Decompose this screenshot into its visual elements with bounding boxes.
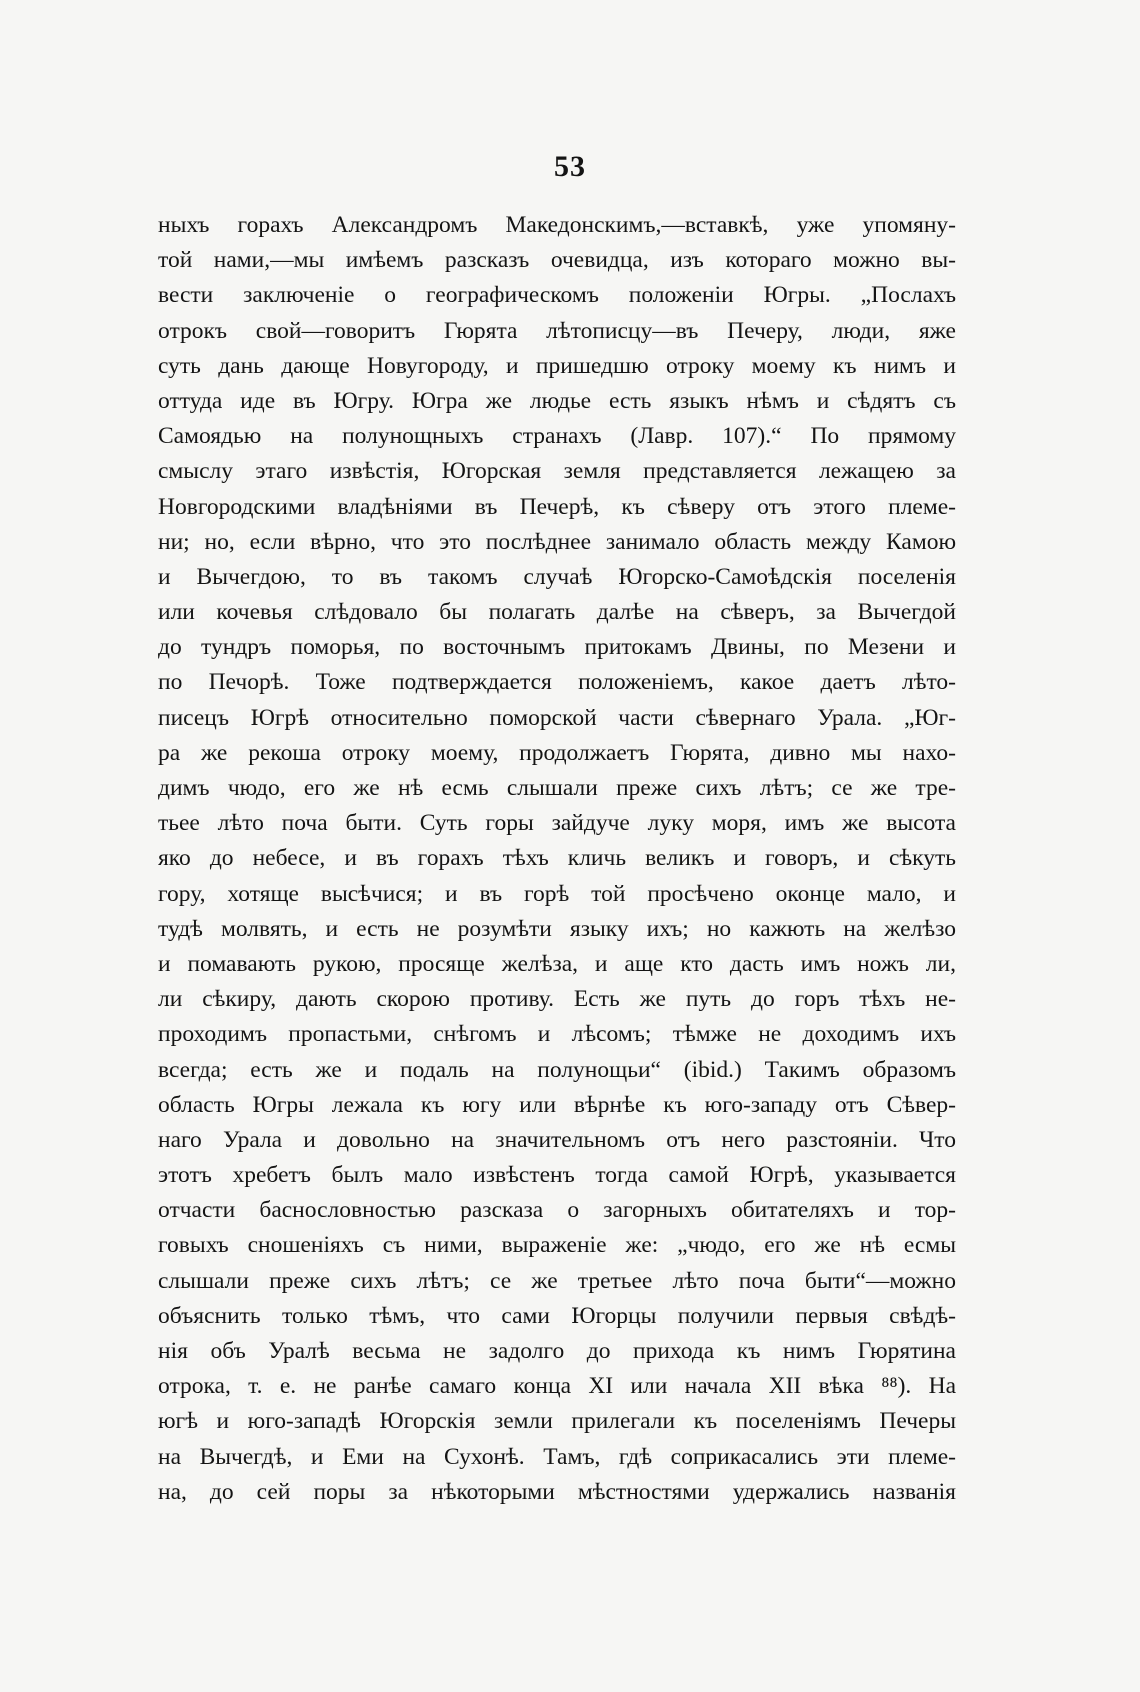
text-line: яко до небесе, и въ горахъ тѣхъ кличь великъ и говоръ, и сѣкуть (158, 845, 956, 872)
text-line: Новгородскими владѣніями въ Печерѣ, къ сѣверу отъ этого племе- (158, 493, 956, 520)
text-line: или кочевья слѣдовало бы полагать далѣе на сѣверъ, за Вычегдой (158, 599, 956, 626)
text-line: область Югры лежала къ югу или вѣрнѣе къ юго-западу отъ Сѣвер- (158, 1091, 956, 1118)
text-line: нія объ Уралѣ весьма не задолго до прихода къ нимъ Гюрятина (158, 1338, 956, 1364)
text-line: ра же рекоша отроку моему, продолжаетъ Гюрята, дивно мы нахо- (158, 739, 956, 766)
text-line: до тундръ поморья, по восточнымъ притокамъ Двины, по Мезени и (158, 634, 956, 661)
text-line: оттуда иде въ Югру. Югра же людье есть языкъ нѣмъ и сѣдятъ съ (158, 387, 956, 414)
text-line: отрока, т. е. не ранѣе самаго конца XI или начала XII вѣка ⁸⁸). На (158, 1373, 956, 1400)
text-line: тудѣ молвять, и есть не розумѣти языку ихъ; но кажють на желѣзо (158, 915, 956, 942)
text-line: Самоядью на полунощныхъ странахъ (Лавр. 107).“ По прямому (158, 423, 956, 450)
text-line: по Печорѣ. Тоже подтверждается положеніемъ, какое даетъ лѣто- (158, 669, 956, 696)
text-line: димъ чюдо, его же нѣ есмь слышали преже сихъ лѣтъ; се же тре- (158, 775, 956, 801)
text-line: гору, хотяще высѣчися; и въ горѣ той просѣчено оконце мало, и (158, 880, 956, 907)
text-line: ныхъ горахъ Александромъ Македонскимъ,—вставкѣ, уже упомяну- (158, 212, 956, 238)
text-line: и Вычегдою, то въ такомъ случаѣ Югорско-Самоѣдскія поселенія (158, 563, 956, 590)
text-line: и помавають рукою, просяще желѣза, и аще кто дасть имъ ножъ ли, (158, 950, 956, 977)
text-line: тьее лѣто поча быти. Суть горы зайдуче луку моря, имъ же высота (158, 810, 956, 837)
text-line: ни; но, если вѣрно, что это послѣднее занимало область между Камою (158, 528, 956, 555)
text-line: говыхъ сношеніяхъ съ ними, выраженіе же: „чюдо, его же нѣ есмы (158, 1232, 956, 1259)
page-number: 53 (554, 150, 586, 183)
text-line: объяснить только тѣмъ, что сами Югорцы получили первыя свѣдѣ- (158, 1302, 956, 1329)
text-line: писецъ Югрѣ относительно поморской части сѣвернаго Урала. „Юг- (158, 704, 956, 731)
text-line: вести заключеніе о географическомъ положеніи Югры. „Послахъ (158, 282, 956, 309)
text-line: наго Урала и довольно на значительномъ отъ него разстояніи. Что (158, 1126, 956, 1153)
body-text (158, 208, 956, 1510)
text-line: ли сѣкиру, дають скорою противу. Есть же путь до горъ тѣхъ не- (158, 986, 956, 1013)
text-line: отрокъ свой—говоритъ Гюрята лѣтописцу—въ Печеру, люди, яже (158, 317, 956, 344)
text-line: слышали преже сихъ лѣтъ; се же третьее лѣто поча быти“—можно (158, 1267, 956, 1294)
text-line: отчасти баснословностью разсказа о загорныхъ обитателяхъ и тор- (158, 1197, 956, 1224)
text-line: той нами,—мы имѣемъ разсказъ очевидца, изъ котораго можно вы- (158, 247, 956, 274)
text-line: смыслу этаго извѣстія, Югорская земля представляется лежащею за (158, 458, 956, 485)
text-line: на, до сей поры за нѣкоторыми мѣстностями удержались названія (158, 1478, 956, 1505)
text-line: на Вычегдѣ, и Еми на Сухонѣ. Тамъ, гдѣ соприкасались эти племе- (158, 1443, 956, 1470)
text-line: этотъ хребетъ былъ мало извѣстенъ тогда самой Югрѣ, указывается (158, 1162, 956, 1189)
text-line: проходимъ пропастьми, снѣгомъ и лѣсомъ; тѣмже не доходимъ ихъ (158, 1021, 956, 1048)
text-line: югѣ и юго-западѣ Югорскія земли прилегали къ поселеніямъ Печеры (158, 1408, 956, 1435)
text-line: всегда; есть же и подаль на полунощьи“ (ibid.) Такимъ образомъ (158, 1056, 956, 1083)
text-line: суть дань дающе Новугороду, и пришедшю отроку моему къ нимъ и (158, 352, 956, 379)
